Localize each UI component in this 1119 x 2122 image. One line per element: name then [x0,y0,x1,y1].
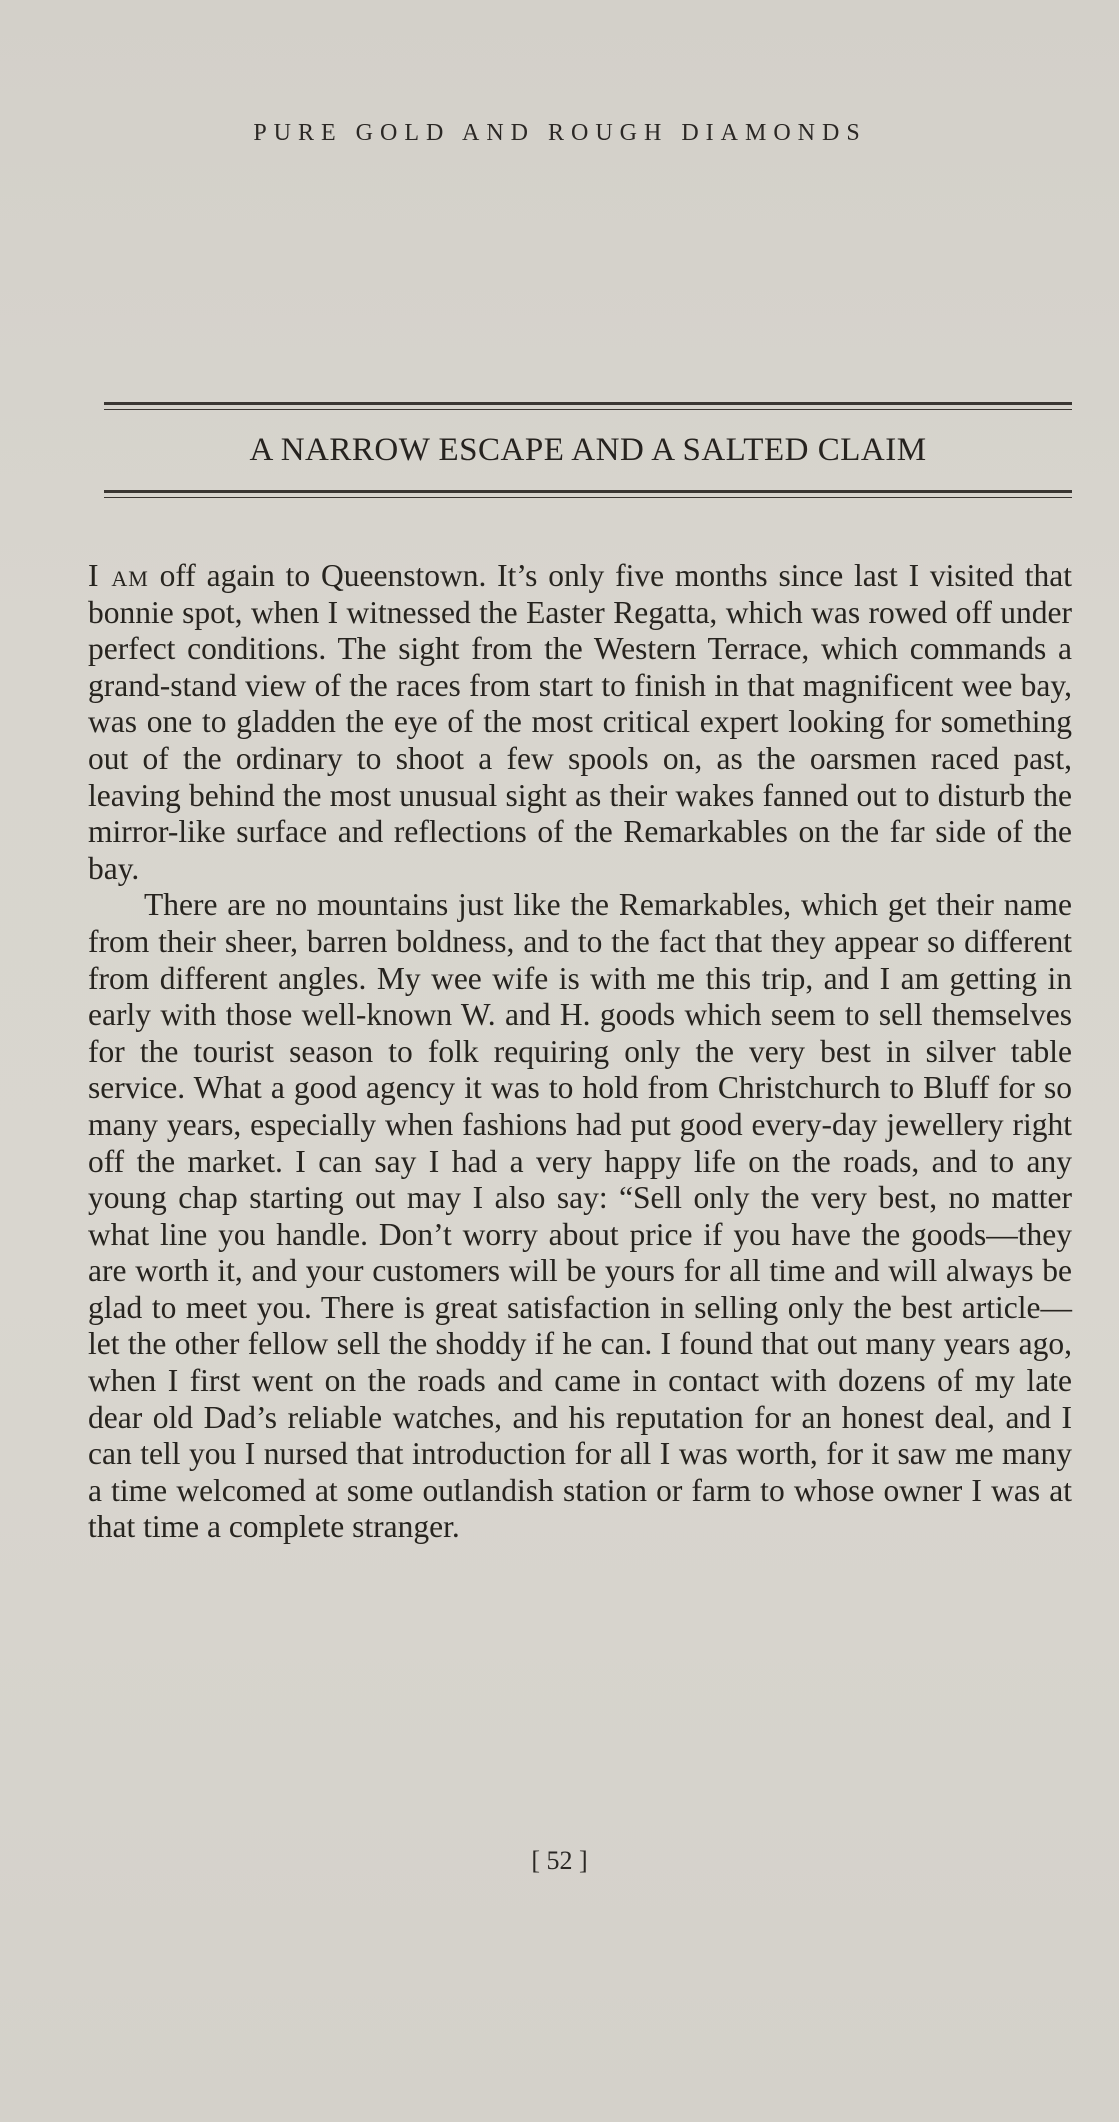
double-rule [104,402,1072,410]
paragraph-2: There are no mountains just like the Remarkables, which get their name from their sheer, barren boldness, and to the fact that they appear so different from different angles. My wee wife is with me this trip, and I am getting in early with those well-known W. and H. goods which seem to sell themselves for the tourist season to folk requiring only the very best in silver table service. What a good agency it was to hold from Christchurch to Bluff for so many years, especially when fashions had put good every-day jewellery right off the market. I can say I had a very happy life on the roads, and to any young chap starting out may I also say: “Sell only the very best, no matter what line you handle. Don’t worry about price if you have the goods—they are worth it, and your customers will be yours for all time and will always be glad to meet you. There is great satisfaction in selling only the best article—let the other fellow sell the shoddy if he can. I found that out many years ago, when I first went on the roads and came in contact with dozens of my late dear old Dad’s reliable watches, and his reputation for an honest deal, and I can tell you I nursed that introduction for all I was worth, for it saw me many a time welcomed at some outlandish station or farm to whose owner I was at that time a complete stranger. [88,887,1072,1545]
double-rule [104,490,1072,498]
body-text [88,558,1072,1546]
title-rule-top [104,402,1072,410]
paragraph-1 [88,558,1072,887]
chapter-title: A NARROW ESCAPE AND A SALTED CLAIM [249,432,927,468]
running-head: PURE GOLD AND ROUGH DIAMONDS [253,120,867,146]
page-number: [ 52 ] [531,1846,588,1875]
title-rule-bottom [104,490,1072,498]
lead-small-caps: I am [88,558,149,593]
paragraph-1-text: off again to Queenstown. It’s only five months since last I visited that bonnie spot, when I witnessed the Easter Regatta, which was rowed off under perfect conditions. The sight from the Western Terrace, which commands a grand-stand view of the races from start to finish in that magnificent wee bay, was one to gladden the eye of the most critical expert looking for something out of the ordinary to shoot a few spools on, as the oarsmen raced past, leaving behind the most unusual sight as their wakes fanned out to disturb the mirror-like surface and reflections of the Remarkables on the far side of the bay. [88,558,1072,886]
